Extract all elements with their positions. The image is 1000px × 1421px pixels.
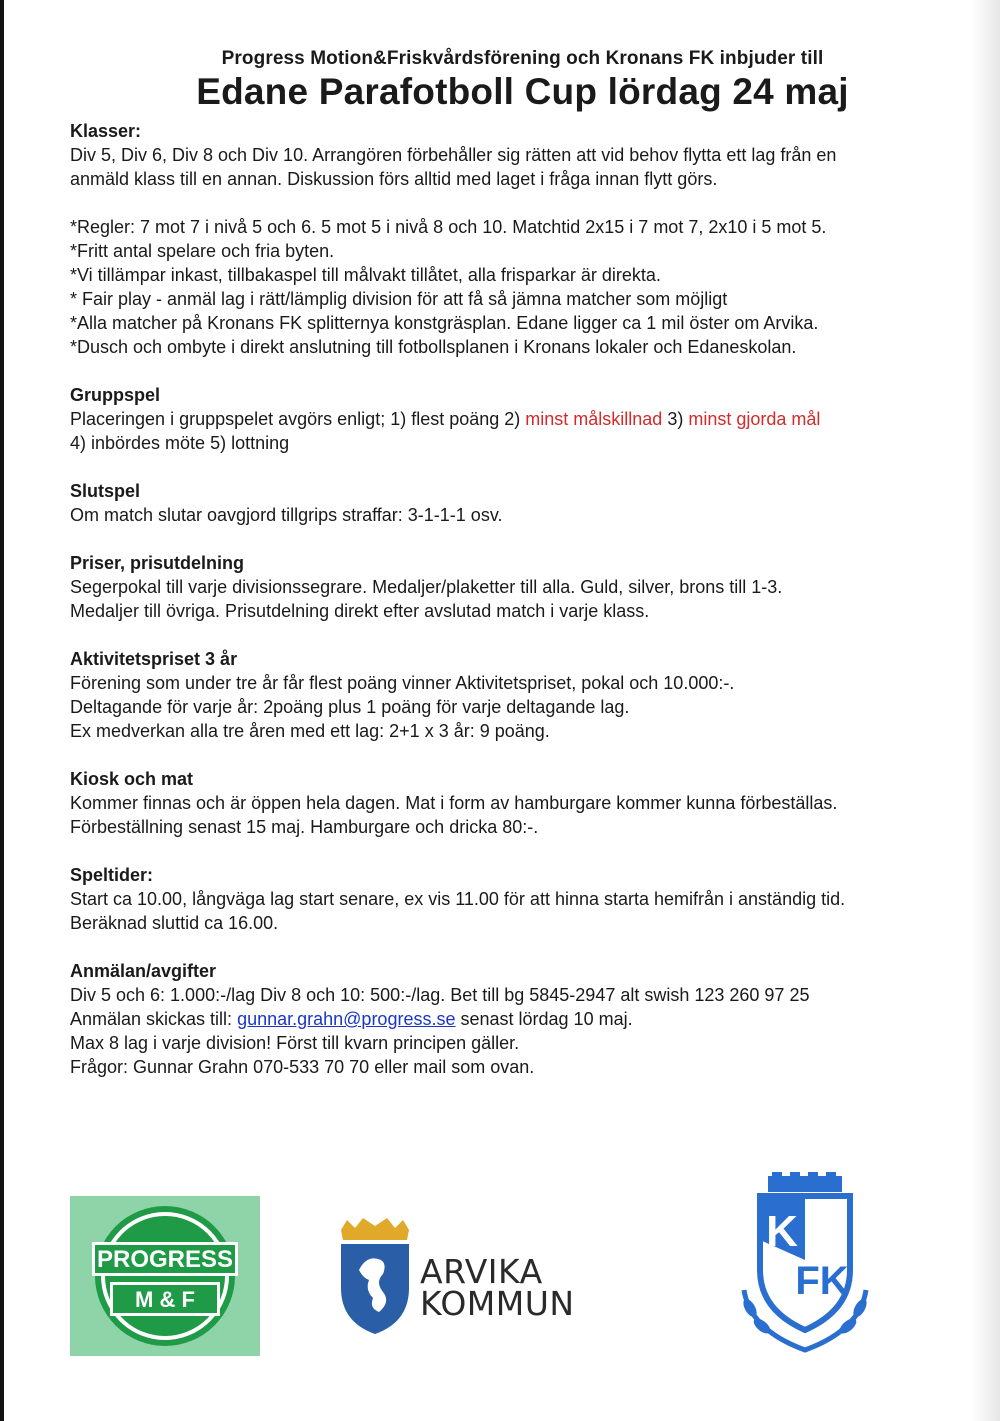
text-line: * Fair play - anmäl lag i rätt/lämplig division för att få så jämna matcher som möjligt xyxy=(70,289,728,309)
text-line: Frågor: Gunnar Grahn 070-533 70 70 eller mail som ovan. xyxy=(70,1057,535,1077)
text-span: 3) xyxy=(662,409,689,429)
text-line: Div 5 och 6: 1.000:-/lag Div 8 och 10: 500:-/lag. Bet till bg 5845-2947 alt swish 123 260 97 25 xyxy=(70,985,810,1005)
text-line: *Vi tillämpar inkast, tillbakaspel till målvakt tillåtet, alla frisparkar är direkta. xyxy=(70,265,661,285)
text-line: Förening som under tre år får flest poäng vinner Aktivitetspriset, pokal och 10.000:-. xyxy=(70,673,735,693)
text-line: Start ca 10.00, långväga lag start senare, ex vis 11.00 för att hinna starta hemifrån i anständig tid. xyxy=(70,889,846,909)
progress-logo-line1: PROGRESS xyxy=(96,1246,234,1273)
section-kiosk xyxy=(70,767,975,839)
kfk-logo xyxy=(730,1170,880,1360)
text-line: *Alla matcher på Kronans FK splitternya konstgräsplan. Edane ligger ca 1 mil öster om Arvika. xyxy=(70,313,819,333)
section-anmalan xyxy=(70,959,975,1079)
sponsor-logos xyxy=(70,1170,910,1370)
section-speltider xyxy=(70,863,975,935)
text-line: Kommer finnas och är öppen hela dagen. Mat i form av hamburgare kommer kunna förbeställas. xyxy=(70,793,838,813)
text-line: Förbeställning senast 15 maj. Hamburgare och dricka 80:-. xyxy=(70,817,539,837)
arvika-wordmark xyxy=(420,1252,575,1323)
arvika-line1: ARVIKA xyxy=(420,1252,543,1291)
section-heading: Anmälan/avgifter xyxy=(70,961,217,981)
text-line: Segerpokal till varje divisionssegrare. Medaljer/plaketter till alla. Guld, silver, brons till 1-3. xyxy=(70,577,783,597)
progress-logo-line2: M & F xyxy=(135,1287,195,1312)
text-line: Medaljer till övriga. Prisutdelning direkt efter avslutad match i varje klass. xyxy=(70,601,650,621)
section-regler xyxy=(70,215,975,359)
text-span: senast lördag 10 maj. xyxy=(455,1009,633,1029)
text-line xyxy=(70,1007,975,1031)
text-line: *Dusch och ombyte i direkt anslutning till fotbollsplanen i Kronans lokaler och Edaneskolan. xyxy=(70,337,797,357)
text-line: *Regler: 7 mot 7 i nivå 5 och 6. 5 mot 5 i nivå 8 och 10. Matchtid 2x15 i 7 mot 7, 2x10 i 5 mot 5. xyxy=(70,217,827,237)
section-heading: Aktivitetspriset 3 år xyxy=(70,649,238,669)
section-aktivitetspriset xyxy=(70,647,975,743)
section-heading: Klasser: xyxy=(70,121,142,141)
text-line: *Fritt antal spelare och fria byten. xyxy=(70,241,335,261)
text-line: anmäld klass till en annan. Diskussion förs alltid med laget i fråga innan flytt görs. xyxy=(70,169,718,189)
svg-text:K: K xyxy=(766,1207,798,1256)
text-line: Div 5, Div 6, Div 8 och Div 10. Arrangören förbehåller sig rätten att vid behov flytta ett lag från en xyxy=(70,145,837,165)
text-line: Deltagande för varje år: 2poäng plus 1 poäng för varje deltagande lag. xyxy=(70,697,630,717)
section-heading: Slutspel xyxy=(70,481,141,501)
highlight-text: minst gjorda mål xyxy=(688,409,821,429)
svg-text:FK: FK xyxy=(795,1259,849,1303)
arvika-crest-icon xyxy=(335,1218,415,1338)
right-edge-shadow xyxy=(972,0,1000,1421)
arvika-logo xyxy=(335,1218,595,1338)
text-line: 4) inbördes möte 5) lottning xyxy=(70,433,290,453)
text-line: Max 8 lag i varje division! Först till kvarn principen gäller. xyxy=(70,1033,520,1053)
email-link[interactable]: gunnar.grahn@progress.se xyxy=(237,1009,456,1029)
progress-logo xyxy=(70,1196,260,1356)
section-slutspel xyxy=(70,479,975,527)
section-heading: Kiosk och mat xyxy=(70,769,194,789)
section-heading: Priser, prisutdelning xyxy=(70,553,245,573)
invitation-document xyxy=(70,48,975,1103)
text-span: Anmälan skickas till: xyxy=(70,1009,238,1029)
text-line xyxy=(70,407,975,431)
text-span: Placeringen i gruppspelet avgörs enligt; 1) flest poäng 2) xyxy=(70,409,526,429)
section-priser xyxy=(70,551,975,623)
section-klasser xyxy=(70,119,975,191)
text-line: Om match slutar oavgjord tillgrips straffar: 3-1-1-1 osv. xyxy=(70,505,503,525)
section-gruppspel xyxy=(70,383,975,455)
text-line: Beräknad sluttid ca 16.00. xyxy=(70,913,279,933)
section-heading: Speltider: xyxy=(70,865,154,885)
highlight-text: minst målskillnad xyxy=(525,409,663,429)
text-line: Ex medverkan alla tre åren med ett lag: 2+1 x 3 år: 9 poäng. xyxy=(70,721,550,741)
section-heading: Gruppspel xyxy=(70,385,161,405)
left-edge xyxy=(0,0,4,1421)
page-title: Edane Parafotboll Cup lördag 24 maj xyxy=(196,71,849,112)
arvika-line2: KOMMUN xyxy=(420,1284,575,1323)
header-subtitle: Progress Motion&Friskvårdsförening och Kronans FK inbjuder till xyxy=(221,48,824,69)
